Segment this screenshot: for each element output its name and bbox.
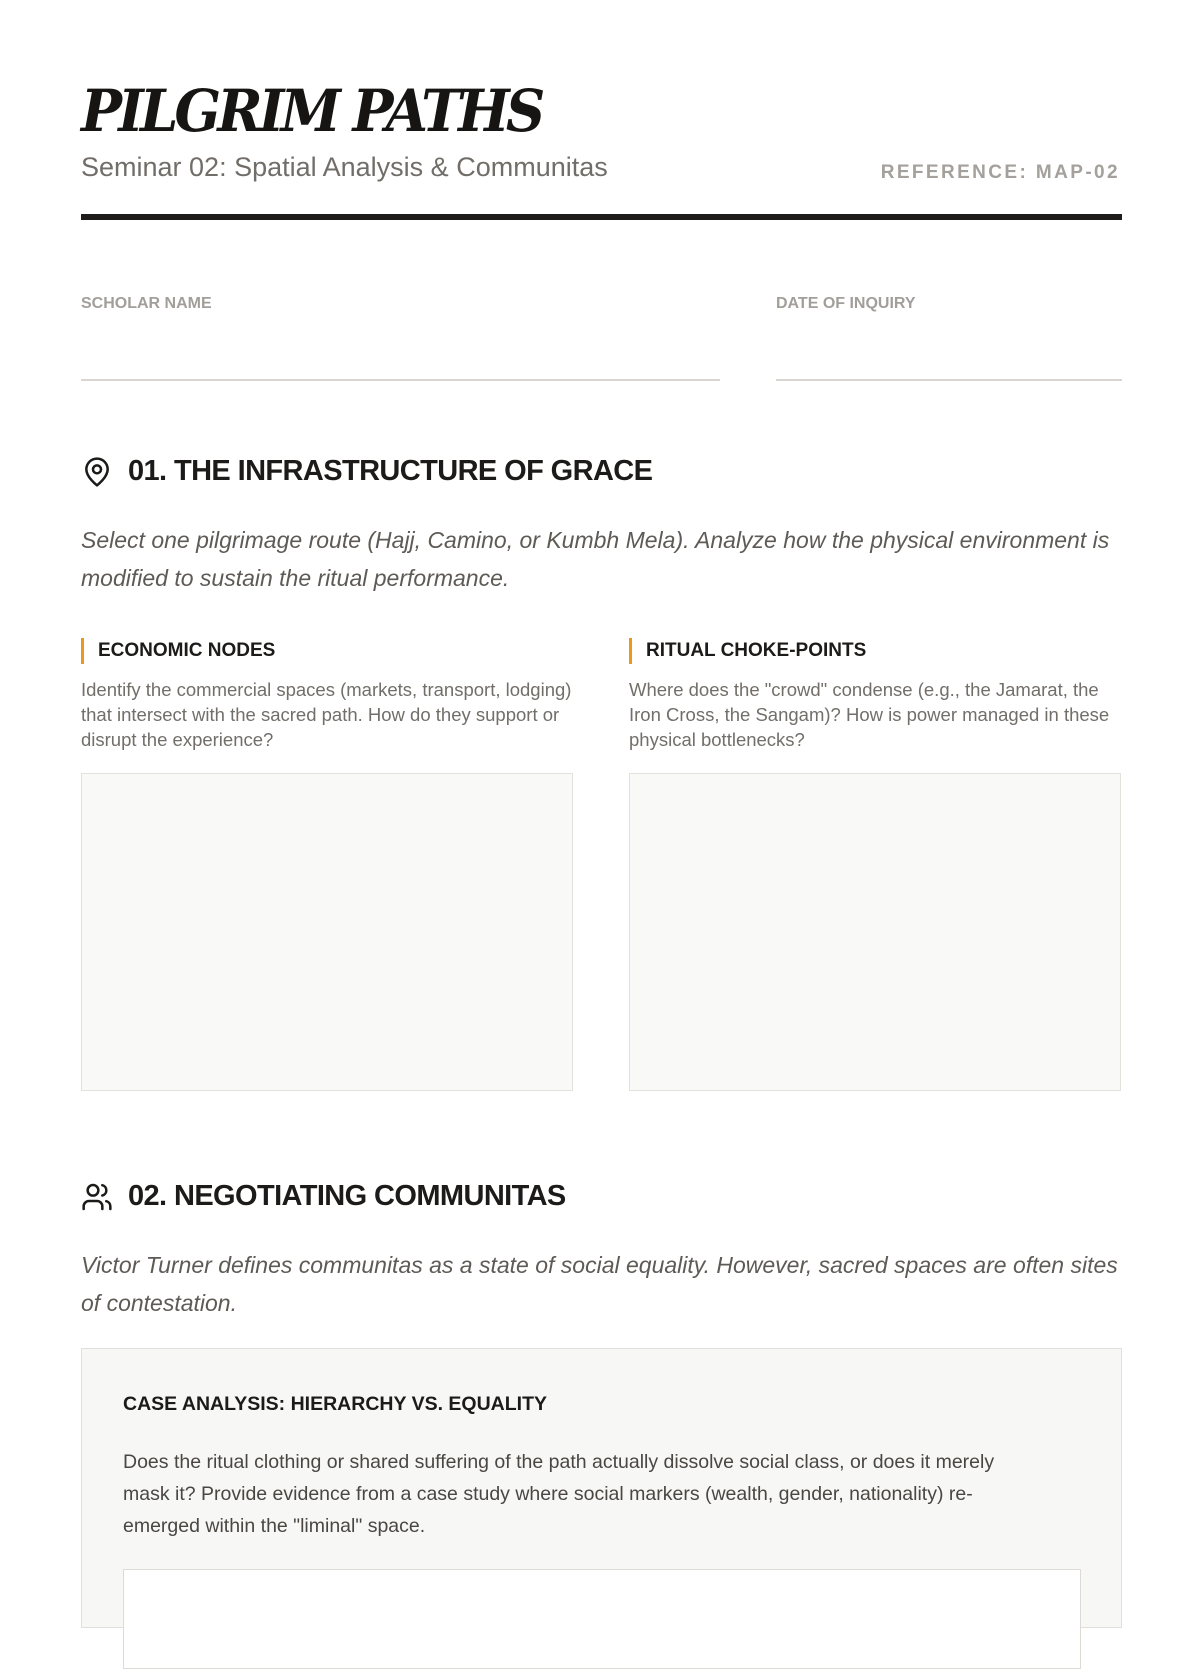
scholar-name-label: SCHOLAR NAME <box>81 295 212 312</box>
economic-nodes-heading: ECONOMIC NODES <box>81 638 275 664</box>
case-analysis-title: CASE ANALYSIS: HIERARCHY VS. EQUALITY <box>123 1393 548 1415</box>
case-analysis-question: Does the ritual clothing or shared suffering of the path actually dissolve social class, or does it merely mask it? Provide evidence from a case study where social markers (wealth, gender, nationality) re-emerged within the "liminal" space. <box>123 1451 995 1537</box>
economic-nodes-answer-box[interactable] <box>81 773 573 1091</box>
section-2-title: 02. NEGOTIATING COMMUNITAS <box>128 1180 566 1212</box>
header-divider <box>81 214 1122 220</box>
brand-title: PILGRIM PATHS <box>81 77 542 145</box>
ritual-choke-points-heading: RITUAL CHOKE-POINTS <box>629 638 866 664</box>
section-1-prompt: Select one pilgrimage route (Hajj, Camino, or Kumbh Mela). Analyze how the physical environment is modified to sustain the ritual performance. <box>81 527 1110 591</box>
section-1-heading <box>81 455 652 488</box>
ritual-choke-points-answer-box[interactable] <box>629 773 1121 1091</box>
case-analysis-panel <box>81 1348 1122 1628</box>
ritual-choke-points-description: Where does the "crowd" condense (e.g., the Jamarat, the Iron Cross, the Sangam)? How is power managed in these physical bottlenecks? <box>629 679 1110 750</box>
section-2-heading <box>81 1180 566 1213</box>
date-label: DATE OF INQUIRY <box>776 295 916 312</box>
scholar-name-field[interactable] <box>81 379 720 381</box>
case-analysis-answer-box[interactable] <box>123 1569 1081 1669</box>
section-2-prompt: Victor Turner defines communitas as a state of social equality. However, sacred spaces are often sites of contestation. <box>81 1252 1118 1316</box>
map-pin-icon <box>81 456 113 488</box>
reference-code: REFERENCE: MAP-02 <box>880 162 1120 183</box>
economic-nodes-description: Identify the commercial spaces (markets, transport, lodging) that intersect with the sacred path. How do they support or disrupt the experience? <box>81 679 572 750</box>
users-icon <box>81 1181 113 1213</box>
date-field[interactable] <box>776 379 1122 381</box>
section-1-title: 01. THE INFRASTRUCTURE OF GRACE <box>128 455 653 487</box>
page-subtitle: Seminar 02: Spatial Analysis & Communitas <box>81 152 608 182</box>
